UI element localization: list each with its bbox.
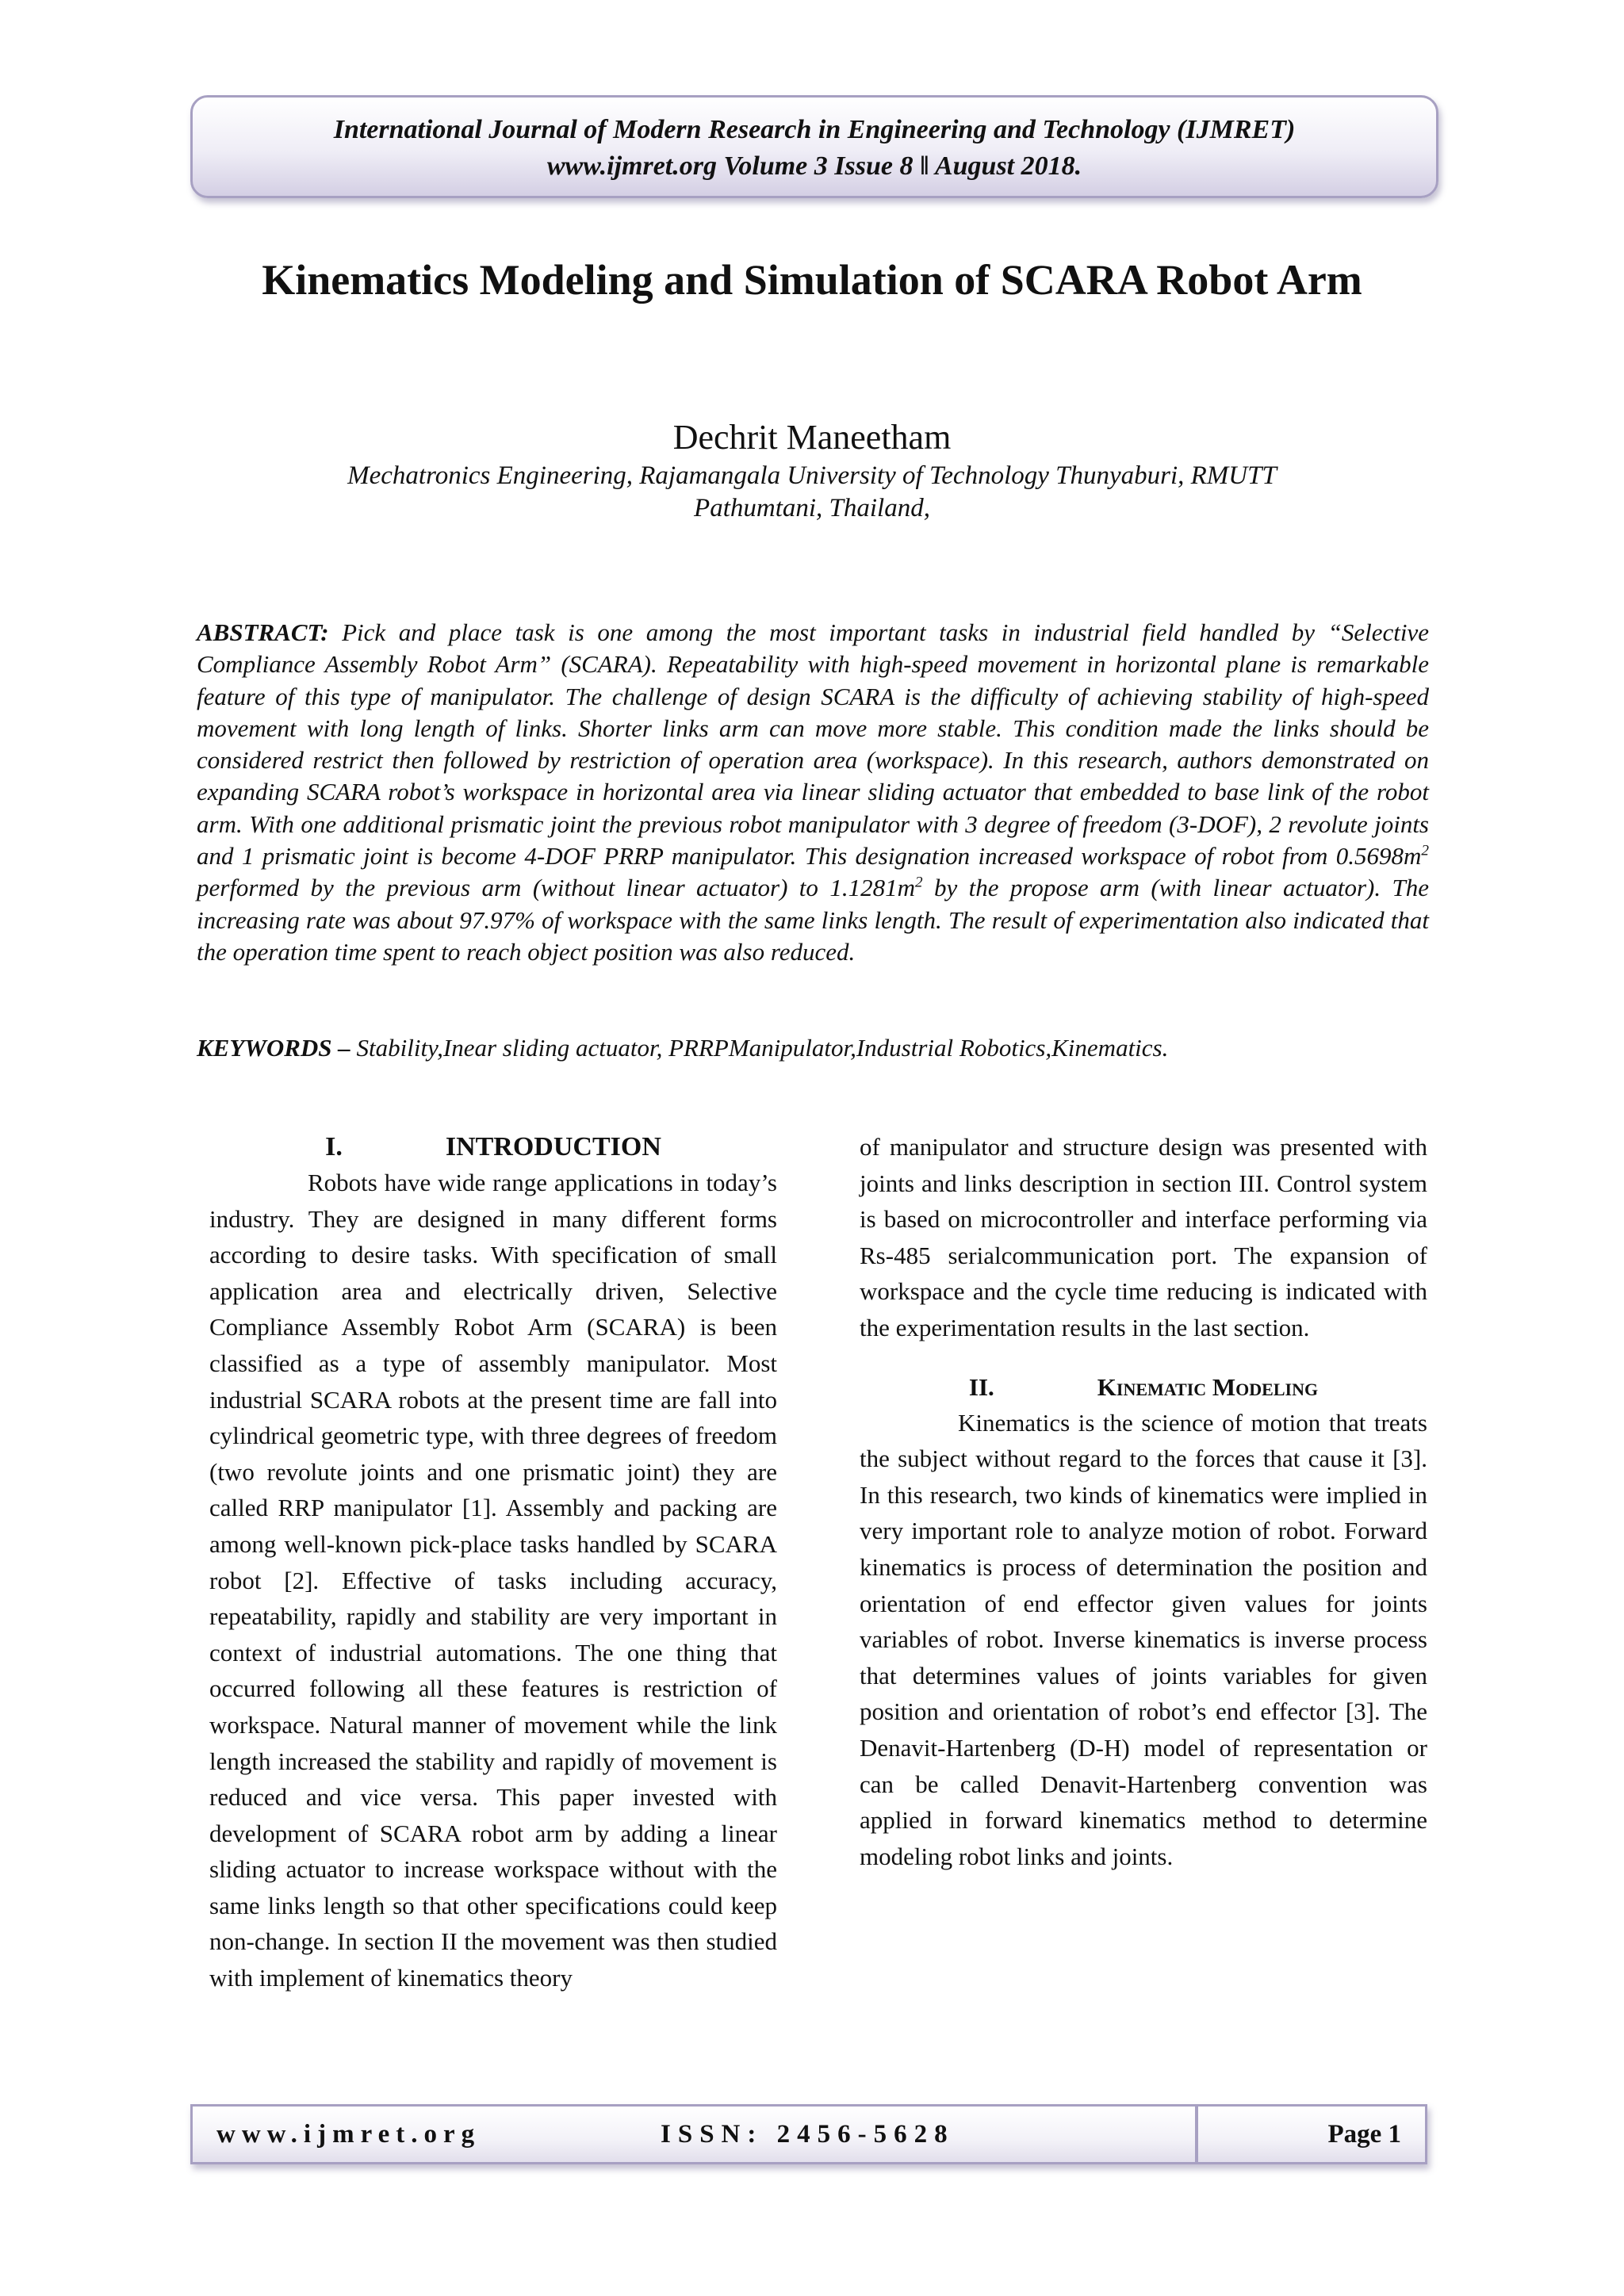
section-number: I. [325,1132,343,1161]
footer-website: www.ijmret.org [216,2119,481,2149]
section-title: INTRODUCTION [445,1132,661,1161]
abstract-sup-a: 2 [1421,842,1429,859]
footer-issn: ISSN: 2456-5628 [661,2119,955,2149]
journal-name: International Journal of Modern Research in Engineering and Technology (IJMRET) [333,115,1296,144]
keywords [197,1032,1429,1064]
abstract-text-c: by the propose arm (with linear actuator). The increasing rate was about 97.97% of workspace with the same links length. The result of experimentation also indicated that the operation time spent to reach object position was also reduced. [197,874,1429,966]
section-number: II. [968,1372,994,1401]
abstract [197,617,1429,968]
page-footer [190,2104,1427,2164]
abstract-label: ABSTRACT: [197,618,329,646]
footer-divider [1195,2107,1198,2162]
section-heading-kinematic-modeling [860,1370,1427,1405]
paper-title: Kinematics Modeling and Simulation of SCARA Robot Arm [262,256,1362,304]
intro-paragraph: Robots have wide range applications in today’s industry. They are designed in many different forms according to desire tasks. With specification of small application area and electrically driven, Selective Compliance Assembly Robot Arm (SCARA) is been classified as a type of assembly manipulator. Most industrial SCARA robots at the present time are fall into cylindrical geometric type, with three degrees of freedom (two revolute joints and one prismatic joint) they are called RRP manipulator [1]. Assembly and packing are among well-known pick-place tasks handled by SCARA robot [2]. Effective of tasks including accuracy, repeatability, rapidly and stability are very important in context of industrial automations. The one thing that occurred following all these features is restriction of workspace. Natural manner of movement while the link length increased the stability and rapidly of movement is reduced and vice versa. This paper invested with development of SCARA robot arm by adding a linear sliding actuator to increase workspace without with the same links length so that other specifications could keep non-change. In section II the movement was then studied with implement of kinematics theory [209,1169,777,1992]
affiliation-line-1: Mechatronics Engineering, Rajamangala University of Technology Thunyaburi, RMUTT [347,461,1277,490]
right-column [860,1129,1427,1874]
author-name: Dechrit Maneetham [672,418,952,457]
left-column [209,1130,777,1996]
journal-issue: www.ijmret.org Volume 3 Issue 8 ǁ August 2018. [546,151,1082,181]
intro-continuation: of manipulator and structure design was presented with joints and links description in section III. Control system is based on microcontroller and interface performing via Rs-485 serialcommunication port. The expansion of workspace and the cycle time reducing is indicated with the experimentation results in the last section. [860,1133,1427,1341]
keywords-label: KEYWORDS – [197,1034,350,1062]
abstract-sup-b: 2 [914,874,923,892]
section-heading-introduction [209,1130,777,1165]
page-number: Page 1 [1327,2119,1401,2149]
journal-header [190,95,1438,198]
section-title: Kinematic Modeling [1097,1372,1319,1401]
abstract-text-b: performed by the previous arm (without linear actuator) to 1.1281m [197,874,915,902]
author-affiliation [238,460,1386,525]
abstract-text-a: Pick and place task is one among the most important tasks in industrial field handled by “Selective Compliance Assembly Robot Arm” (SCARA). Repeatability with high-speed movement in horizontal plane is remarkable feature of this type of manipulator. The challenge of design SCARA is the difficulty of achieving stability of high-speed movement with long length of links. Shorter links arm can move more stable. This condition made the links should be considered restrict then followed by restriction of operation area (workspace). In this research, authors demonstrated on expanding SCARA robot’s workspace in horizontal area via linear sliding actuator that embedded to base link of the robot arm. With one additional prismatic joint the previous robot manipulator with 3 degree of freedom (3-DOF), 2 revolute joints and 1 prismatic joint is become 4-DOF PRRP manipulator. This designation increased workspace of robot from 0.5698m [197,618,1429,871]
keywords-text: Stability,Inear sliding actuator, PRRPManipulator,Industrial Robotics,Kinematics. [350,1034,1169,1062]
kinematic-paragraph: Kinematics is the science of motion that treats the subject without regard to the forces that cause it [3]. In this research, two kinds of kinematics were implied in very important role to analyze motion of robot. Forward kinematics is process of determination the position and orientation of end effector given values for joints variables of robot. Inverse kinematics is inverse process that determines values of joints variables for given position and orientation of robot’s end effector [3]. The Denavit-Hartenberg (D-H) model of representation or can be called Denavit-Hartenberg convention was applied in forward kinematics method to determine modeling robot links and joints. [860,1408,1427,1870]
affiliation-line-2: Pathumtani, Thailand, [694,494,930,522]
